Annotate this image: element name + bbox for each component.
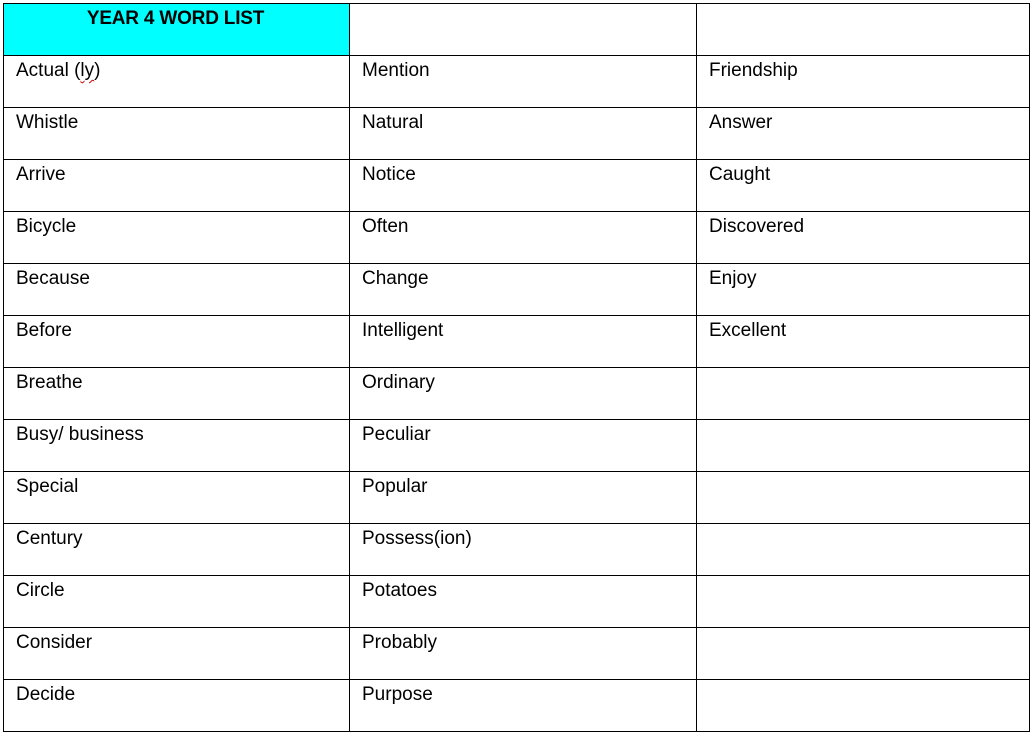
word-entry: Bicycle [16, 216, 77, 237]
table-cell[interactable] [697, 108, 1030, 160]
table-cell[interactable] [697, 680, 1030, 732]
word-list-table [3, 3, 1030, 732]
table-cell[interactable] [697, 576, 1030, 628]
word-entry: Intelligent [362, 320, 444, 341]
table-cell[interactable] [350, 680, 697, 732]
header-cell-empty-3[interactable] [697, 4, 1030, 56]
word-entry: Possess(ion) [362, 528, 472, 549]
table-cell[interactable] [697, 472, 1030, 524]
table-cell[interactable] [697, 628, 1030, 680]
spellcheck-underline: ly [80, 60, 95, 81]
table-row [4, 160, 1030, 212]
table-cell[interactable] [350, 524, 697, 576]
word-entry: Change [362, 268, 429, 289]
word-entry: Breathe [16, 372, 83, 393]
word-list-title: YEAR 4 WORD LIST [86, 8, 265, 29]
table-cell[interactable] [697, 264, 1030, 316]
table-cell[interactable] [697, 420, 1030, 472]
word-entry: Answer [709, 112, 773, 133]
table-row [4, 576, 1030, 628]
header-cell-empty-2[interactable] [350, 4, 697, 56]
table-cell[interactable] [350, 212, 697, 264]
table-row [4, 628, 1030, 680]
table-cell[interactable] [697, 56, 1030, 108]
table-cell[interactable] [4, 524, 350, 576]
word-entry: Notice [362, 164, 416, 185]
table-cell[interactable] [4, 264, 350, 316]
table-row [4, 524, 1030, 576]
table-cell[interactable] [697, 212, 1030, 264]
table-cell[interactable] [350, 316, 697, 368]
word-entry: Before [16, 320, 72, 341]
table-row [4, 680, 1030, 732]
table-cell[interactable] [697, 368, 1030, 420]
word-entry: Probably [362, 632, 437, 653]
word-entry: Popular [362, 476, 428, 497]
table-cell[interactable] [350, 160, 697, 212]
table-cell[interactable] [4, 680, 350, 732]
table-cell[interactable] [4, 576, 350, 628]
word-entry: Whistle [16, 112, 79, 133]
table-cell[interactable] [350, 56, 697, 108]
table-cell[interactable] [4, 628, 350, 680]
word-entry: Because [16, 268, 90, 289]
table-cell[interactable] [4, 472, 350, 524]
table-cell[interactable] [350, 108, 697, 160]
word-entry: Friendship [709, 60, 798, 81]
table-cell[interactable] [350, 628, 697, 680]
word-entry: Natural [362, 112, 424, 133]
word-entry: Special [16, 476, 79, 497]
word-entry: Actual (ly) [16, 60, 101, 81]
word-entry: Century [16, 528, 83, 549]
word-entry: Busy/ business [16, 424, 144, 445]
table-cell[interactable] [4, 160, 350, 212]
table-row [4, 368, 1030, 420]
table-cell[interactable] [4, 56, 350, 108]
table-row [4, 212, 1030, 264]
word-entry: Consider [16, 632, 93, 653]
word-entry: Excellent [709, 320, 787, 341]
word-entry: Mention [362, 60, 430, 81]
word-entry: Ordinary [362, 372, 435, 393]
table-cell[interactable] [4, 368, 350, 420]
header-cell-title[interactable] [4, 4, 350, 56]
table-cell[interactable] [4, 316, 350, 368]
table-row [4, 264, 1030, 316]
table-cell[interactable] [350, 576, 697, 628]
table-row [4, 108, 1030, 160]
table-cell[interactable] [350, 368, 697, 420]
word-entry: Caught [709, 164, 771, 185]
word-entry: Arrive [16, 164, 66, 185]
table-cell[interactable] [697, 524, 1030, 576]
word-entry: Enjoy [709, 268, 757, 289]
word-entry: Circle [16, 580, 65, 601]
table-cell[interactable] [350, 472, 697, 524]
word-entry: Discovered [709, 216, 805, 237]
word-entry: Decide [16, 684, 76, 705]
table-cell[interactable] [350, 264, 697, 316]
table-cell[interactable] [350, 420, 697, 472]
table-cell[interactable] [4, 108, 350, 160]
table-row [4, 420, 1030, 472]
table-row [4, 316, 1030, 368]
word-entry: Potatoes [362, 580, 437, 601]
word-entry: Purpose [362, 684, 433, 705]
word-entry: Often [362, 216, 409, 237]
table-header-row [4, 4, 1030, 56]
word-list-body [4, 4, 1030, 732]
table-cell[interactable] [4, 420, 350, 472]
table-cell[interactable] [4, 212, 350, 264]
word-entry: Peculiar [362, 424, 431, 445]
table-row [4, 472, 1030, 524]
table-row [4, 56, 1030, 108]
table-cell[interactable] [697, 160, 1030, 212]
table-cell[interactable] [697, 316, 1030, 368]
